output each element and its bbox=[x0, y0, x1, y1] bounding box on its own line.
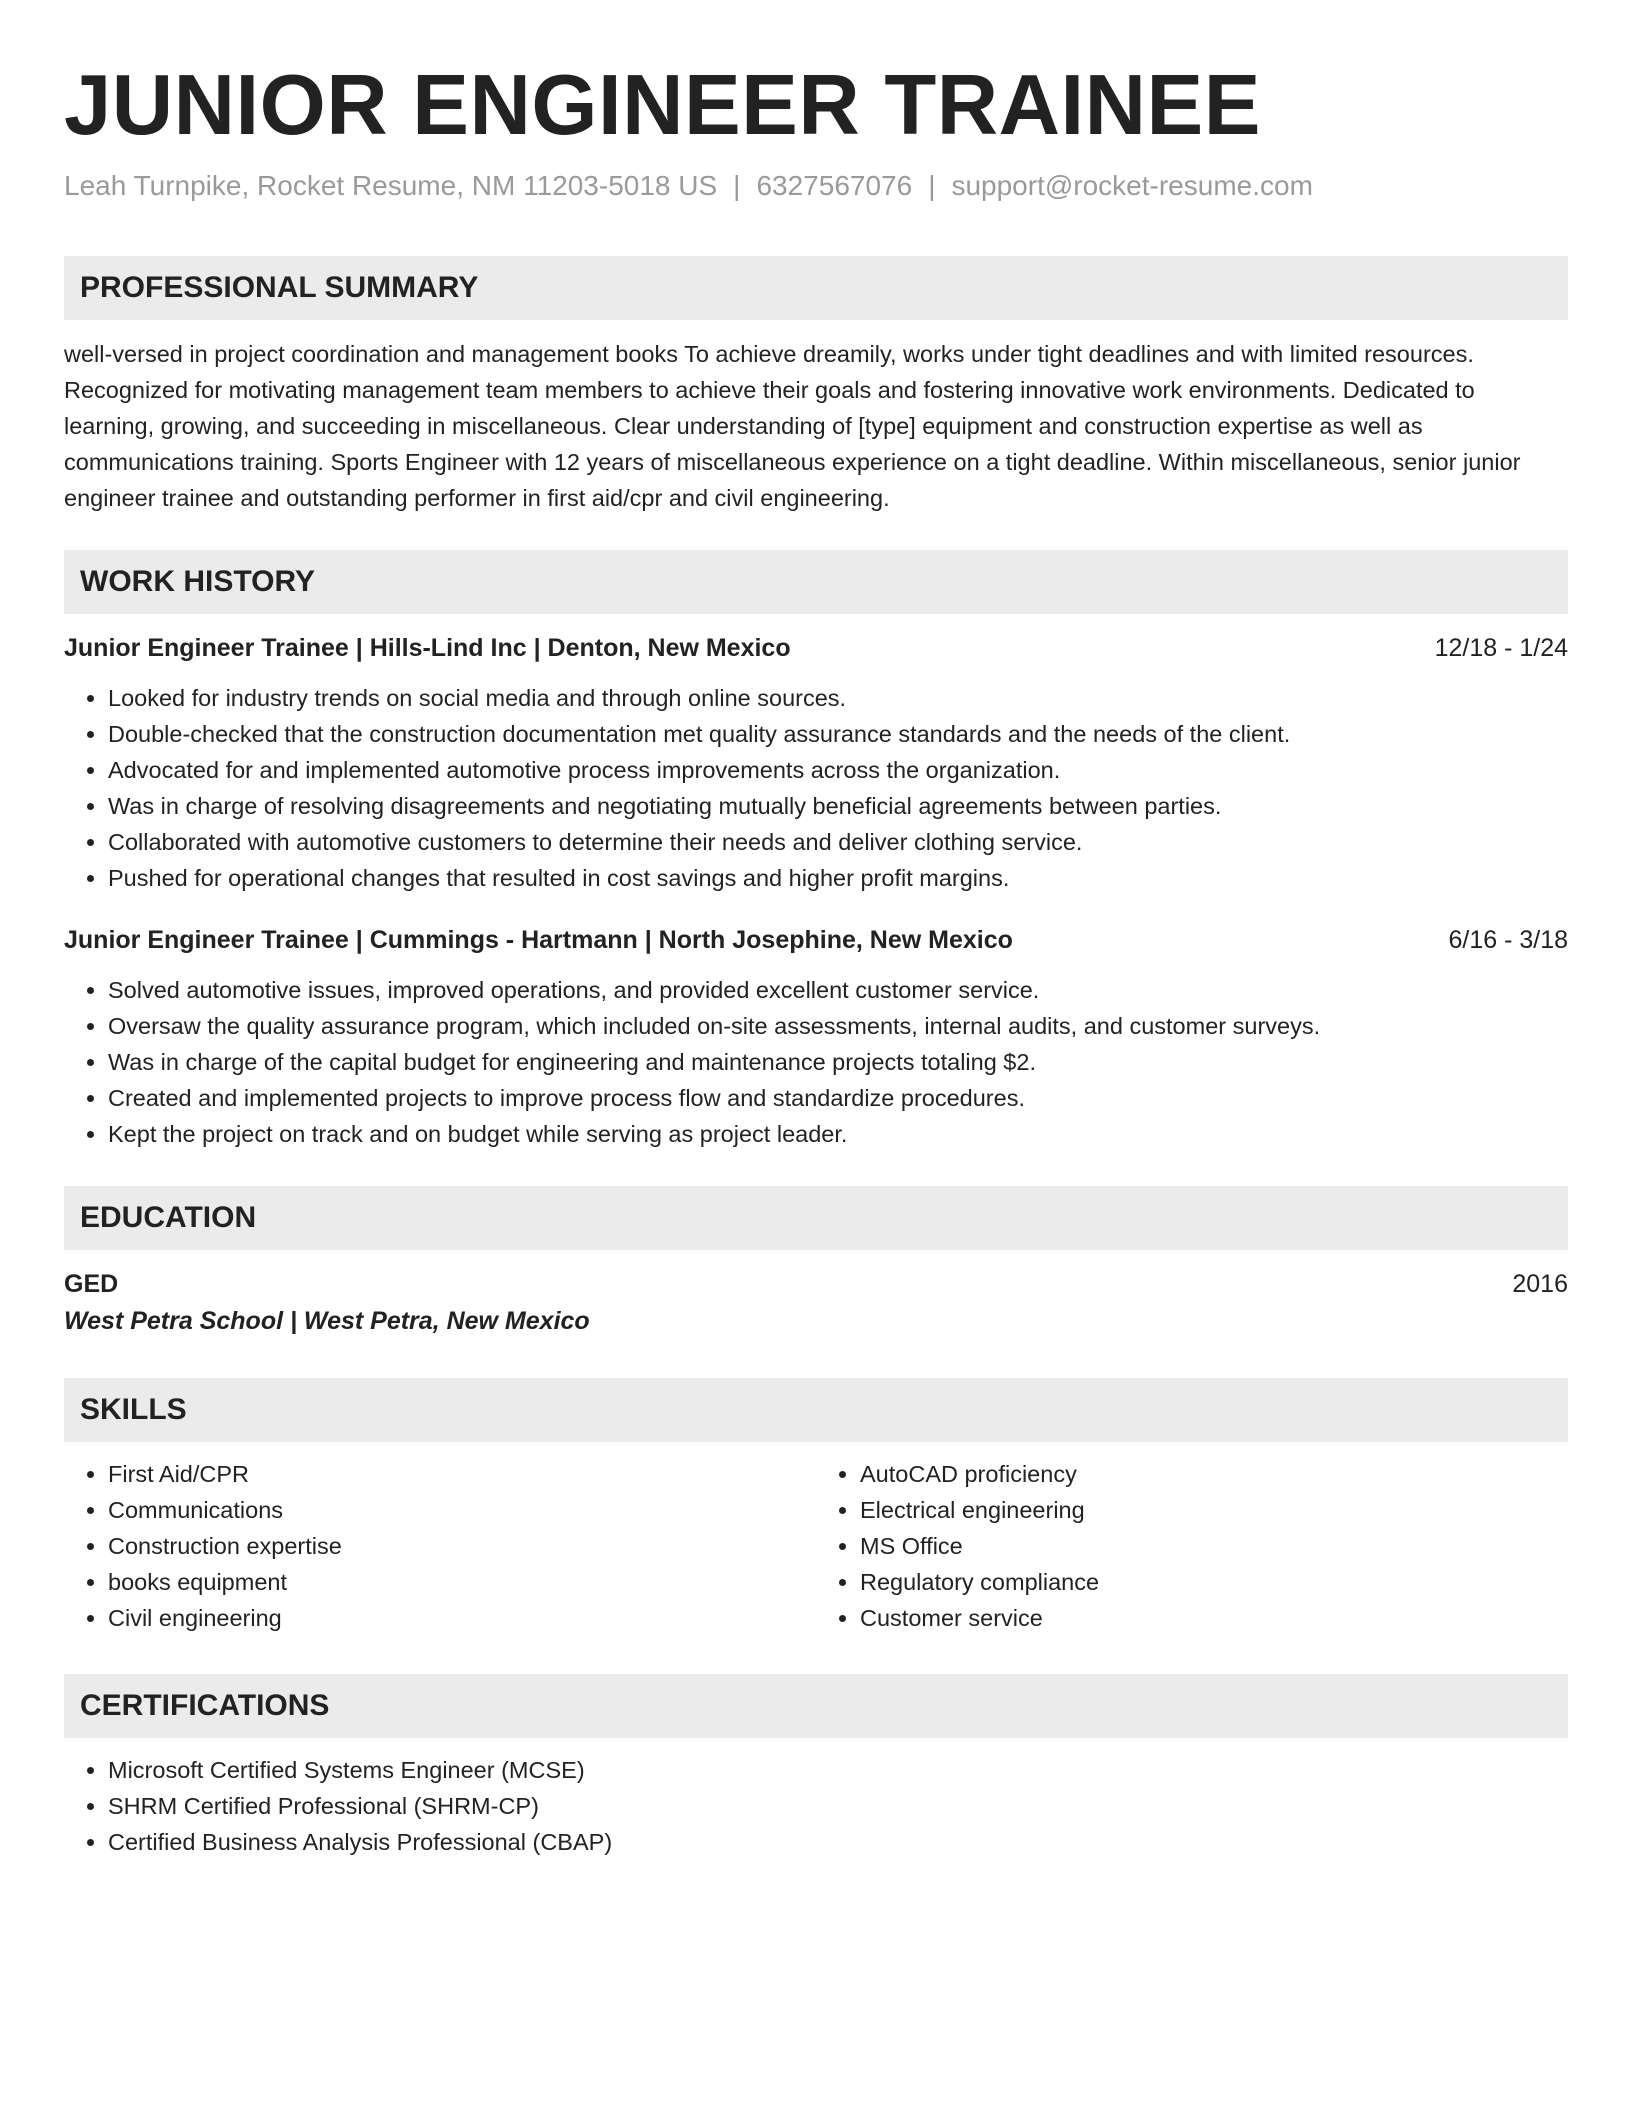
job-title: Junior Engineer Trainee | Cummings - Hartmann | North Josephine, New Mexico bbox=[64, 926, 1013, 954]
job-dates: 12/18 - 1/24 bbox=[1434, 634, 1568, 662]
list-item: • Was in charge of the capital budget for engineering and maintenance projects totaling $2. bbox=[108, 1044, 1568, 1080]
list-item: • Customer service bbox=[860, 1600, 1568, 1636]
list-item: • Regulatory compliance bbox=[860, 1564, 1568, 1600]
list-item: • Construction expertise bbox=[108, 1528, 816, 1564]
job-bullets bbox=[64, 680, 1568, 896]
list-item: • Oversaw the quality assurance program, which included on-site assessments, internal audits, and customer surveys. bbox=[108, 1008, 1568, 1044]
job-header bbox=[64, 922, 1568, 958]
job-title: Junior Engineer Trainee | Hills-Lind Inc | Denton, New Mexico bbox=[64, 634, 791, 662]
education-school: West Petra School | West Petra, New Mexico bbox=[64, 1307, 590, 1335]
section-header-summary: PROFESSIONAL SUMMARY bbox=[64, 256, 1568, 320]
section-header-education: EDUCATION bbox=[64, 1186, 1568, 1250]
list-item: • Certified Business Analysis Professional (CBAP) bbox=[108, 1824, 1568, 1860]
list-item: • AutoCAD proficiency bbox=[860, 1456, 1568, 1492]
education-degree: GED bbox=[64, 1270, 119, 1298]
list-item: • Double-checked that the construction documentation met quality assurance standards and the needs of the client. bbox=[108, 716, 1568, 752]
list-item: • books equipment bbox=[108, 1564, 816, 1600]
list-item: • Looked for industry trends on social media and through online sources. bbox=[108, 680, 1568, 716]
list-item: • MS Office bbox=[860, 1528, 1568, 1564]
list-item: • SHRM Certified Professional (SHRM-CP) bbox=[108, 1788, 1568, 1824]
list-item: • Solved automotive issues, improved operations, and provided excellent customer service. bbox=[108, 972, 1568, 1008]
contact-phone: 6327567076 bbox=[756, 170, 913, 201]
education-row bbox=[64, 1266, 1568, 1302]
contact-separator: | bbox=[733, 170, 741, 201]
list-item: • First Aid/CPR bbox=[108, 1456, 816, 1492]
list-item: • Kept the project on track and on budget while serving as project leader. bbox=[108, 1116, 1568, 1152]
section-header-skills: SKILLS bbox=[64, 1378, 1568, 1442]
section-header-certifications: CERTIFICATIONS bbox=[64, 1674, 1568, 1738]
contact-address: Leah Turnpike, Rocket Resume, NM 11203-5018 US bbox=[64, 170, 718, 201]
skills-grid bbox=[64, 1456, 1568, 1636]
section-header-work-history: WORK HISTORY bbox=[64, 550, 1568, 614]
contact-email: support@rocket-resume.com bbox=[951, 170, 1313, 201]
list-item: • Collaborated with automotive customers to determine their needs and deliver clothing service. bbox=[108, 824, 1568, 860]
resume-title: JUNIOR ENGINEER TRAINEE bbox=[64, 58, 1261, 153]
job-header bbox=[64, 630, 1568, 666]
job-dates: 6/16 - 3/18 bbox=[1448, 926, 1568, 954]
list-item: • Created and implemented projects to improve process flow and standardize procedures. bbox=[108, 1080, 1568, 1116]
contact-separator: | bbox=[928, 170, 936, 201]
list-item: • Pushed for operational changes that resulted in cost savings and higher profit margins. bbox=[108, 860, 1568, 896]
summary-text: well-versed in project coordination and management books To achieve dreamily, works under tight deadlines and with limited resources. Recognized for motivating management team members to achieve their goals and fostering innovative work environments. Dedicated to learning, growing, and succeeding in miscellaneous. Clear understanding of [type] equipment and construction expertise as well as communications training. Sports Engineer with 12 years of miscellaneous experience on a tight deadline. Within miscellaneous, senior junior engineer trainee and outstanding performer in first aid/cpr and civil engineering. bbox=[64, 341, 1521, 511]
job-bullets bbox=[64, 972, 1568, 1152]
list-item: • Communications bbox=[108, 1492, 816, 1528]
skills-column-left bbox=[64, 1456, 816, 1636]
list-item: • Was in charge of resolving disagreements and negotiating mutually beneficial agreements between parties. bbox=[108, 788, 1568, 824]
certifications-list bbox=[64, 1752, 1568, 1860]
education-year: 2016 bbox=[1512, 1270, 1568, 1298]
skills-column-right bbox=[816, 1456, 1568, 1636]
list-item: • Electrical engineering bbox=[860, 1492, 1568, 1528]
list-item: • Advocated for and implemented automotive process improvements across the organization. bbox=[108, 752, 1568, 788]
contact-line bbox=[64, 168, 1568, 204]
list-item: • Microsoft Certified Systems Engineer (MCSE) bbox=[108, 1752, 1568, 1788]
list-item: • Civil engineering bbox=[108, 1600, 816, 1636]
